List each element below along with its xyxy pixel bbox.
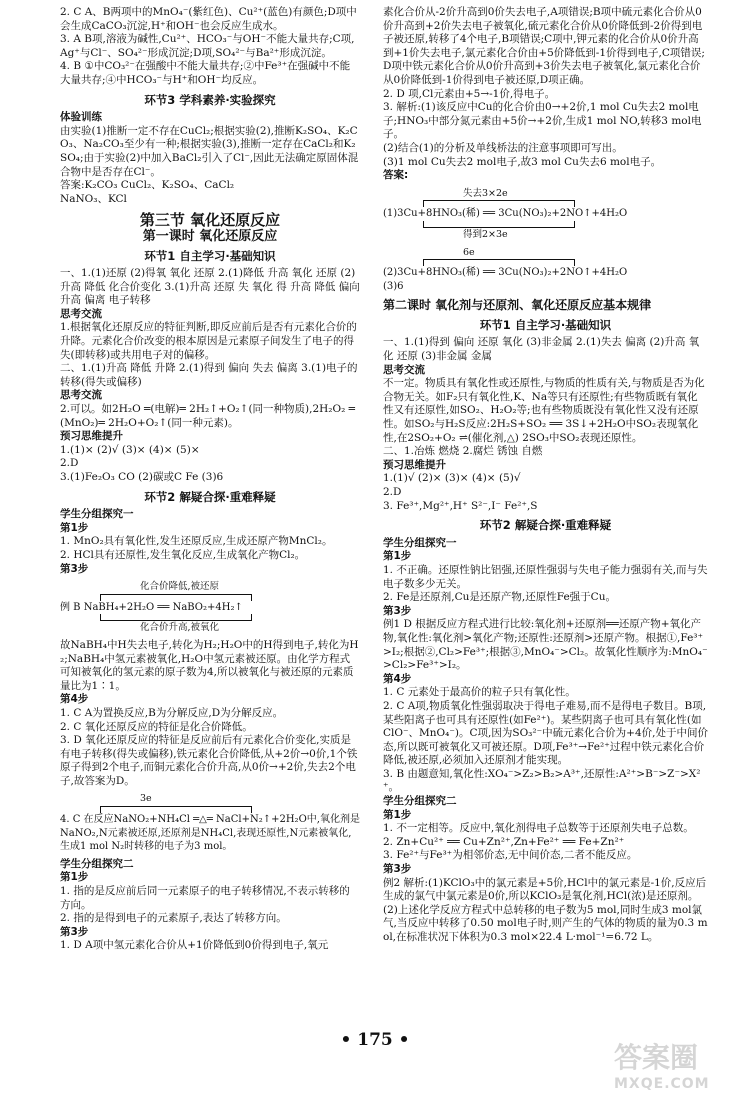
electron-arrow-top bbox=[423, 259, 575, 266]
right-column bbox=[383, 6, 708, 945]
equation-text: (1)3Cu+8HNO₃(稀) ══ 3Cu(NO₃)₂+2NO↑+4H₂O bbox=[383, 208, 628, 220]
step-line: 第3步 bbox=[383, 863, 412, 876]
group-title: 学生分组探究一 bbox=[383, 536, 457, 549]
answer-equation-1 bbox=[383, 187, 708, 242]
group-line: 例1 D 根据反应方程式进行比较:氧化剂+还原剂══还原产物+氧化产物,氧化性:氧化剂>氧化产物;还原性:还原剂>还原产物。根据①,Fe³⁺>I₂;根据②,Cl₂>Fe³⁺;根据③,MnO₄⁻>Cl₂。故氧化性顺序为:MnO₄⁻>Cl₂>Fe³⁺>I₂。 bbox=[383, 618, 708, 672]
lesson-title: 第二课时 氧化剂与还原剂、氧化还原反应基本规律 bbox=[383, 298, 652, 313]
example-line: 1. C A为置换反应,B为分解反应,D为分解反应。 bbox=[60, 706, 284, 719]
preview-line: 3. Fe³⁺,Mg²⁺,H⁺ S²⁻,I⁻ Fe²⁺,S bbox=[383, 499, 538, 512]
left-top-lines bbox=[60, 6, 360, 88]
example2-equation-block bbox=[60, 792, 360, 853]
example-line: 2. C 氧化还原反应的特征是化合价降低。 bbox=[60, 720, 253, 733]
group-line: 例2 解析:(1)KClO₃中的氯元素是+5价,HCl中的氯元素是-1价,反应后生成的氯气中氯元素是0价,所以KClO₃是氧化剂,HCl(浓)是还原剂。 bbox=[383, 876, 707, 903]
group-line: 1. D A项中氢元素化合价从+1价降低到0价得到电子,氧元 bbox=[60, 939, 329, 952]
answer-line: 3. 解析:(1)该反应中Cu的化合价由0→+2价,1 mol Cu失去2 mol电子;HNO₃中部分氮元素由+5价→+2价,生成1 mol NO,转移3 mol电子。 bbox=[383, 101, 702, 141]
section-header: 环节1 自主学习·基础知识 bbox=[479, 317, 612, 332]
group-line: 1. 不正确。还原性钠比铝强,还原性强弱与失电子能力强弱有关,而与失电子数多少无关。 bbox=[383, 563, 708, 590]
group-line: 1. 不一定相等。反应中,氧化剂得电子总数等于还原剂失电子总数。 bbox=[383, 822, 694, 835]
group-line: 3. Fe²⁺与Fe³⁺为相邻价态,无中间价态,二者不能反应。 bbox=[383, 849, 638, 862]
think-line: 1.根据氧化还原反应的特征判断,即反应前后是否有元素化合价的升降。元素化合价改变的根本原因是元素原子间发生了电子的得失(即转移)或共用电子对的偏移。 bbox=[60, 321, 357, 361]
equation-after: (3)6 bbox=[383, 280, 404, 292]
equation-top-label: 6e bbox=[463, 246, 475, 258]
group-line: 2. 指的是得到电子的元素原子,表达了转移方向。 bbox=[60, 912, 287, 925]
train-title: 体验训练 bbox=[60, 111, 102, 124]
equation-bottom-label: 化合价升高,被氧化 bbox=[140, 622, 220, 634]
train-line: 由实验(1)推断一定不存在CuCl₂;根据实验(2),推断K₂SO₄、K₂CO₃、Na₂CO₃至少有一种;根据实验(3),推断一定存在CaCl₂和K₂SO₄;由于实验(2)中加入BaCl₂引入了Cl⁻,因此无法确定原固体混合物中是否存在Cl⁻。 bbox=[60, 124, 359, 178]
electron-arrow-bottom bbox=[100, 614, 252, 621]
answer-line: 素化合价从-2价升高到0价失去电子,A项错误;B项中硫元素化合价从0价升高到+2价失去电子被氧化,硫元素化合价从0价降低到-2价得到电子被还原,转移了4个电子,B项错误;C项中,钾元素的化合价从0价升高到+1价失去电子,氯元素化合价由+5价降低到-1价得到电子,C项错误;D项中铁元素化合价从0价升高到+3价失去电子被氧化,氯元素化合价从0价降低到-1价得到电子被还原,D项正确。 bbox=[383, 6, 705, 86]
answer-equation-2 bbox=[383, 246, 708, 294]
watermark-logo bbox=[614, 1036, 744, 1092]
equation-bottom-label: 得到2×3e bbox=[463, 228, 508, 240]
example2-equation: 4. C 在反应NaNO₂+NH₄Cl ═△═ NaCl+N₂↑+2H₂O中,氧化剂是NaNO₂,N元素被还原,还原剂是NH₄Cl,表现还原性,N元素被氧化,生成1 mol N₂时转移的电子为3 mol。 bbox=[60, 814, 360, 853]
preview-title: 预习思维提升 bbox=[60, 430, 123, 443]
step-line: 第3步 bbox=[60, 562, 89, 575]
step-line: 第1步 bbox=[383, 808, 412, 821]
answer-line: (2)结合(1)的分析及单线桥法的注意事项即可写出。 bbox=[383, 141, 623, 154]
step-line: 第3步 bbox=[60, 925, 89, 938]
step-line: 第1步 bbox=[60, 521, 89, 534]
section-header: 环节2 解疑合探·重难释疑 bbox=[144, 489, 276, 504]
group-line: 1. MnO₂具有氧化性,发生还原反应,生成还原产物MnCl₂。 bbox=[60, 535, 333, 548]
lesson-title: 第一课时 氧化还原反应 bbox=[142, 228, 278, 244]
basics-line: 一、1.(1)还原 (2)得氧 氧化 还原 2.(1)降低 升高 氧化 还原 (2)升高 降低 化合价变化 3.(1)升高 还原 失 氧化 得 升高 降低 偏向 升高 偏离 电子转移 bbox=[60, 267, 360, 307]
step-line: 第1步 bbox=[60, 871, 89, 884]
step-line: 第1步 bbox=[383, 550, 412, 563]
group-line: 2. Zn+Cu²⁺ ══ Cu+Zn²⁺,Zn+Fe²⁺ ══ Fe+Zn²⁺ bbox=[383, 835, 625, 848]
group-title: 学生分组探究二 bbox=[383, 795, 457, 808]
group-line: 2. Fe是还原剂,Cu是还原产物,还原性Fe强于Cu。 bbox=[383, 591, 616, 604]
electron-arrow-top bbox=[100, 806, 252, 813]
group-line: 1. 指的是反应前后同一元素原子的电子转移情况,不表示转移的方向。 bbox=[60, 885, 350, 911]
preview-title: 预习思维提升 bbox=[383, 458, 446, 471]
group-line: 2. HCl具有还原性,发生氧化反应,生成氧化产物Cl₂。 bbox=[60, 548, 306, 561]
example-line: 3. D 氧化还原反应的特征是反应前后有元素化合价变化,实质是有电子转移(得失或偏移),铁元素化合价降低,从+2价→0价,1个铁原子得到2个电子,而铜元素化合价升高,从0价→+2价,失去2个电子,故答案为D。 bbox=[60, 734, 358, 787]
train-line: 答案:K₂CO₃ CuCl₂、K₂SO₄、CaCl₂ bbox=[60, 179, 235, 192]
answer-label: 答案: bbox=[383, 169, 409, 182]
answer-line: 2. D 项,Cl元素由+5→-1价,得电子。 bbox=[383, 87, 556, 100]
think-line: 二、1.冶炼 燃烧 2.腐烂 锈蚀 自燃 bbox=[383, 445, 543, 458]
left-column bbox=[60, 6, 360, 953]
watermark-text: 答案圈 bbox=[614, 1041, 699, 1074]
electron-arrow-bottom bbox=[423, 221, 575, 228]
electron-arrow-top bbox=[423, 200, 575, 207]
group-line: (2)上述化学反应方程式中总转移的电子数为5 mol,同时生成3 mol氯气,当反应中转移了0.50 mol电子时,则产生的气体的物质的量为0.3 mol,在标准状况下体积为0.3 mol×22.4 L·mol⁻¹=6.72 L。 bbox=[383, 903, 708, 943]
example-equation-block bbox=[60, 580, 360, 635]
chapter-title: 第三节 氧化还原反应 bbox=[139, 211, 281, 230]
answer-line: (3)1 mol Cu失去2 mol电子,故3 mol Cu失去6 mol电子。 bbox=[383, 155, 662, 168]
think-line: 不一定。物质具有氧化性或还原性,与物质的性质有关,与物质是否为化合物无关。如F₂只有氧化性,K、Na等只有还原性;有些物质既有氧化性又有还原性,如SO₂、H₂O₂等;也有些物质既没有氧化性又没有还原性。如SO₂与H₂S反应:2H₂S+SO₂ ══ 3S↓+2H₂O中SO₂表现氧化性,在2SO₂+O₂ ⇌(催化剂,△) 2SO₃中SO₂表现还原性。 bbox=[383, 377, 705, 444]
step-line: 第4步 bbox=[383, 672, 412, 685]
preview-line: 1.(1)× (2)√ (3)× (4)× (5)× bbox=[60, 443, 200, 456]
example-equation: 例 B NaBH₄+2H₂O ══ NaBO₂+4H₂↑ bbox=[60, 601, 243, 613]
equation-top-label: 化合价降低,被还原 bbox=[140, 581, 220, 593]
think-line: 2.可以。如2H₂O ═(电解)═ 2H₂↑+O₂↑(同一种物质),2H₂O₂ ═(MnO₂)═ 2H₂O+O₂↑(同一种元素)。 bbox=[60, 403, 355, 429]
section-header: 环节2 解疑合探·重难释疑 bbox=[479, 518, 612, 533]
group-line: 2. C A项,物质氧化性强弱取决于得电子难易,而不是得电子数目。B项,某些阳离子也可具有还原性(如Fe²⁺)。某些阴离子也可具有氧化性(如ClO⁻、MnO₄⁻)。C项,因为SO₃²⁻中硫元素化合价为+4价,处于中间价态,所以既可被氧化又可被还原。D项,Fe³⁺→Fe²⁺过程中铁元素化合价降低,被还原,必须加入还原剂才能实现。 bbox=[383, 699, 708, 767]
think-line: 二、1.(1)升高 降低 升降 2.(1)得到 偏向 失去 偏离 3.(1)电子的转移(得失或偏移) bbox=[60, 362, 358, 388]
equation-top-label: 失去3×2e bbox=[463, 187, 508, 199]
preview-line: 1.(1)√ (2)× (3)× (4)× (5)√ bbox=[383, 472, 521, 485]
equation-top-label: 3e bbox=[140, 793, 152, 805]
preview-line: 2.D bbox=[60, 457, 79, 470]
step-line: 第4步 bbox=[60, 693, 89, 706]
page-number: • 175 • bbox=[340, 1030, 410, 1050]
group-title: 学生分组探究一 bbox=[60, 508, 134, 521]
preview-line: 2.D bbox=[383, 486, 402, 498]
example-line: 故NaBH₄中H失去电子,转化为H₂;H₂O中的H得到电子,转化为H₂;NaBH₄中氢元素被氧化,H₂O中氢元素被还原。由化学方程式可知被氧化的氢元素的原子数为4,所以被氧化与被还原的元素质量比为1∶1。 bbox=[60, 638, 359, 692]
think-title: 思考交流 bbox=[60, 389, 102, 402]
electron-arrow-top bbox=[100, 594, 252, 601]
group-line: 3. B 由题意知,氧化性:XO₄⁻>Z₂>B₂>A³⁺,还原性:A²⁺>B⁻>Z⁻>X²⁺。 bbox=[383, 767, 701, 794]
step-line: 第3步 bbox=[383, 604, 412, 617]
section-header: 环节3 学科素养·实验探究 bbox=[144, 92, 276, 107]
preview-line: 3.(1)Fe₂O₃ CO (2)碳或C Fe (3)6 bbox=[60, 471, 224, 483]
section-header: 环节1 自主学习·基础知识 bbox=[144, 248, 276, 263]
answer-line: 4. B ①中CO₃²⁻在强酸中不能大量共存;②中Fe³⁺在强碱中不能大量共存;④中HCO₃⁻与H⁺和OH⁻均反应。 bbox=[60, 60, 351, 86]
basics-line: 一、1.(1)得到 偏向 还原 氧化 (3)非金属 2.(1)失去 偏离 (2)升高 氧化 还原 (3)非金属 金属 bbox=[383, 336, 700, 363]
equation-text: (2)3Cu+8HNO₃(稀) ══ 3Cu(NO₃)₂+2NO↑+4H₂O bbox=[383, 267, 628, 279]
answer-line: 3. A B项,溶液为碱性,Cu²⁺、HCO₃⁻与OH⁻不能大量共存;C项,Ag⁺与Cl⁻、SO₄²⁻形成沉淀;D项,SO₄²⁻与Ba²⁺形成沉淀。 bbox=[60, 33, 355, 59]
answer-line: 2. C A、B两项中的MnO₄⁻(紫红色)、Cu²⁺(蓝色)有颜色;D项中会生成CaCO₃沉淀,H⁺和OH⁻也会反应生成水。 bbox=[60, 6, 357, 32]
watermark-url: MXQE.COM bbox=[614, 1076, 710, 1092]
think-title: 思考交流 bbox=[60, 307, 102, 320]
group-line: 1. C 元素处于最高价的粒子只有氧化性。 bbox=[383, 686, 576, 699]
think-title: 思考交流 bbox=[383, 363, 425, 376]
train-line: NaNO₃、KCl bbox=[60, 192, 127, 205]
group-title: 学生分组探究二 bbox=[60, 857, 134, 870]
